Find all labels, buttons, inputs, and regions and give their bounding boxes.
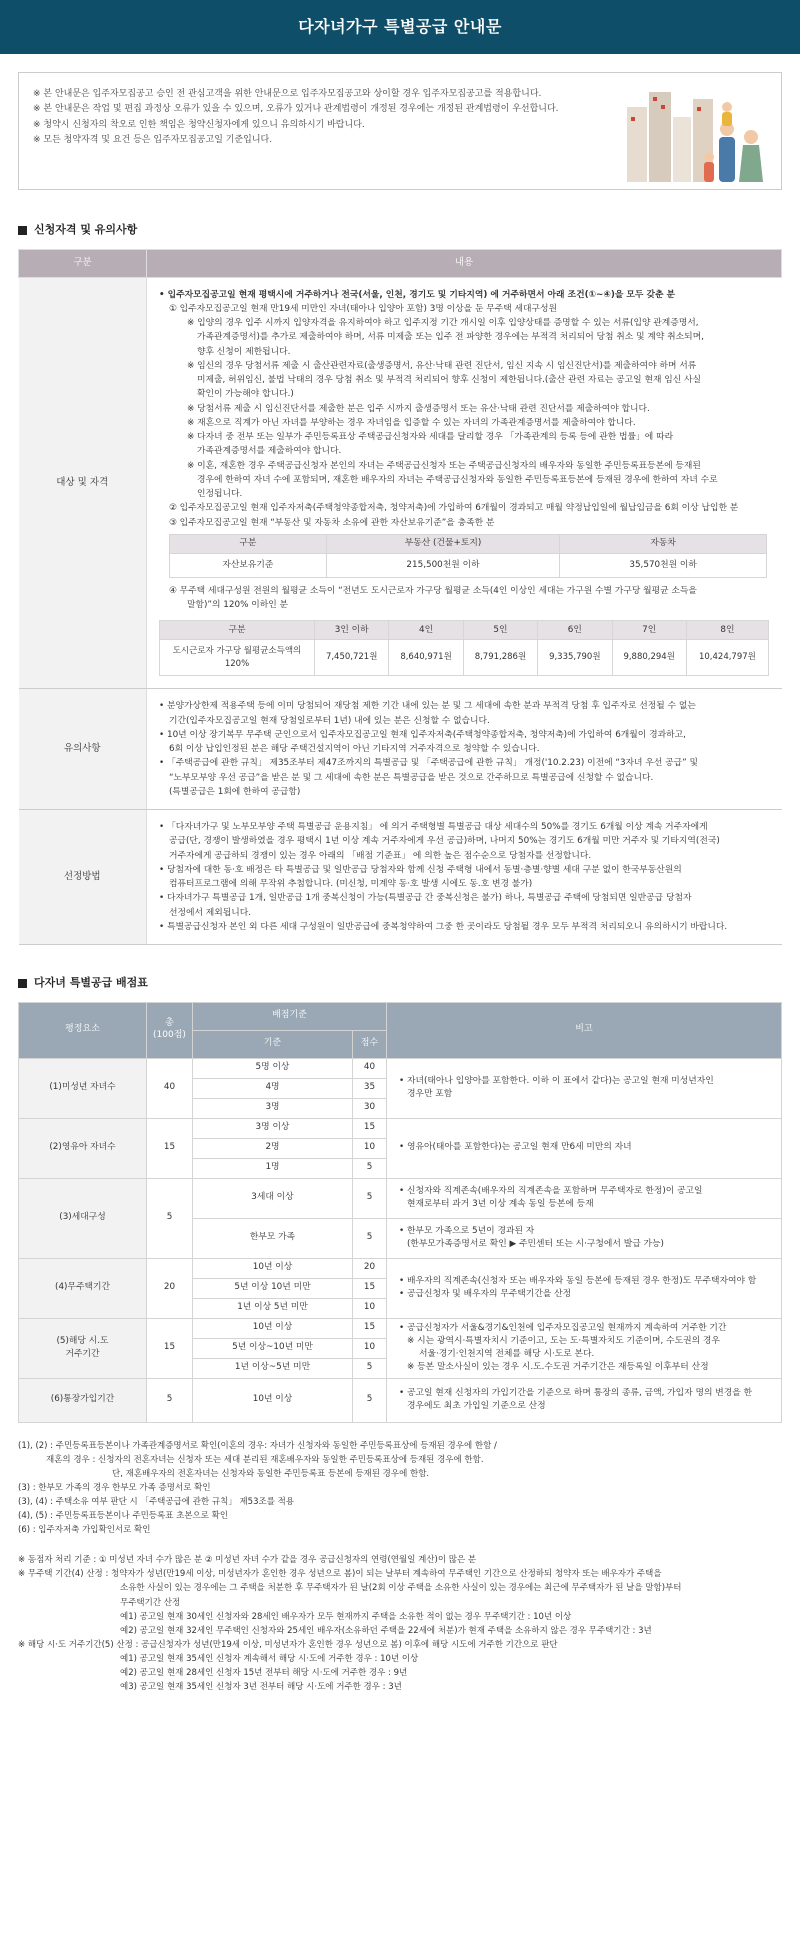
footnotes: (1), (2) : 주민등록표등본이나 가족관계증명서로 확인(이혼의 경우: 자녀가 신청자와 동일한 주민등록표상에 등재된 경우에 한함 / 재혼의 경우 : 신청자의 전혼자녀는 신청자 또는 세대 분리된 재혼배우자와 동일한 주민등록표상에 등재된 경우에 한함. 단, 재혼배우자의 전혼자녀는 신청자와 동일한 주민등록표 등본에 등재된 경우에 한함. (3) : 한부모 가족의 경우 한부모 가족 증명서로 확인 (3), (4) : 주택소유 여부 판단 시 「주택공급에 관한 규칙」 제53조를 적용 (4), (5) : 주민등록표등본이나 주민등록표 초본으로 확인 (6) : 입주자저축 가입확인서로 확인 ※ 동점자 처리 기준 : ① 미성년 자녀 수가 많은 분 ② 미성년 자녀 수가 같을 경우 공급신청자의 연령(연월일 계산)이 많은 분 ※ 무주택 기간(4) 산정 : 청약자가 성년(만19세 이상, 미성년자가 혼인한 경우 성년으로 봄)이 되는 날부터 계속하여 무주택인 기간으로 산정하되 청약자 또는 배우자가 주택을 소유한 사실이 있는 경우에는 그 주택을 처분한 후 무주택자가 된 날(2회 이상 주택을 소유한 사실이 있는 경우에는 최근에 무주택자가 된 날을 말함)부터 무주택기간 산정 예1) 공고일 현재 30세인 신청자와 28세인 배우자가 모두 현재까지 주택을 소유한 적이 없는 경우 무주택기간 : 10년 이상 예2) 공고일 현재 32세인 무주택인 신청자와 25세인 배우자(소유하던 주택을 22세에 처분)가 현재 주택을 소유하지 않은 경우 무주택기간 : 3년 ※ 해당 시·도 거주기간(5) 산정 : 공급신청자가 성년(만19세 이상, 미성년자가 혼인한 경우 성년으로 봄) 이후에 해당 시도에 거주한 기간으로 판단 예1) 공고일 현재 35세인 신청자 계속해서 해당 시·도에 거주한 경우 : 10년 이상 예2) 공고일 현재 28세인 신청자 15년 전부터 해당 시·도에 거주한 경우 : 9년 예3) 공고일 현재 35세인 신청자 3년 전부터 해당 시·도에 거주한 경우 : 3년 (18, 1440, 682, 1693)
factor-homeless-period: (4)무주택기간 (19, 1258, 147, 1318)
selection-content: • 「다자녀가구 및 노부모부양 주택 특별공급 운용지침」 에 의거 주택형별 특별공급 대상 세대수의 50%를 경기도 6개월 이상 계속 거주자에게 공급(단, 경쟁이 발생하였을 경우 평택시 1년 이상 계속 거주자에게 우선 공급)하며, 나머지 50%는 경기도 6개월 미만 거주자 및 기타지역(전국) 거주자에게 공급하되 경쟁이 있는 경우 아래의 「배점 기준표」 에 의한 높은 점수순으로 당첨자를 선정합니다. • 당첨자에 대한 동·호 배정은 타 특별공급 및 일반공급 당첨자와 함께 신청 주택형 내에서 동별·층별·향별 세대 구분 없이 한국부동산원의 컴퓨터프로그램에 의해 무작위 추첨합니다. (미신청, 미계약 동·호 발생 시에도 동.호 변경 불가) • 다자녀가구 특별공급 1개, 일반공급 1개 중복신청이 가능(특별공급 간 중복신청은 불가) 하나, 특별공급 주택에 당첨되면 일반공급 당첨자 선정에서 제외됩니다. • 특별공급신청자 본인 외 다른 세대 구성원이 일반공급에 중복청약하여 그중 한 곳이라도 당첨될 경우 모두 부적격 처리되오니 유의하시기 바랍니다. (147, 810, 782, 945)
section-title-scoring: 다자녀 특별공급 배점표 (18, 975, 782, 992)
col-header-criteria: 배점기준 (193, 1002, 387, 1030)
col-header-category: 구분 (19, 249, 147, 277)
notice-line: ※ 본 안내문은 입주자모집공고 승인 전 관심고객을 위한 안내문으로 입주자모집공고와 상이할 경우 입주자모집공고를 적용합니다. (33, 89, 542, 99)
factor-minor-children: (1)미성년 자녀수 (19, 1058, 147, 1118)
notice-box (18, 72, 782, 190)
factor-household: (3)세대구성 (19, 1178, 147, 1258)
notice-line: ※ 본 안내문은 작업 및 편집 과정상 오류가 있을 수 있으며, 오류가 있거나 관계법령이 개정된 경우에는 개정된 관계법령이 우선합니다. (33, 104, 559, 115)
caution-content: • 분양가상한제 적용주택 등에 이미 당첨되어 재당첨 제한 기간 내에 있는 분 및 그 세대에 속한 분과 부적격 당첨 후 입주자로 선정될 수 없는 기간(입주자모집공고일 현재 당첨일로부터 1년) 내에 있는 분은 신청할 수 없습니다. • 10년 이상 장기복무 무주택 군인으로서 입주자모집공고일 현재 입주자저축(주택청약종합저축, 청약저축)에 가입하여 6개월이 경과하고, 6회 이상 납입인정된 분은 해당 주택건설지역이 아닌 기타지역 거주자격으로 청약할 수 있습니다. • 「주택공급에 관한 규칙」 제35조부터 제47조까지의 특별공급 및 「주택공급에 관한 규칙」 개정('10.2.23) 이전에 “3자녀 우선 공급” 및 “노부모부양 우선 공급”을 받은 분 및 그 세대에 속한 분은 특별공급을 받은 것으로 간주하므로 특별공급에 신청할 수 없습니다. (특별공급은 1회에 한하여 공급함) (147, 689, 782, 810)
factor-infant-children: (2)영유아 자녀수 (19, 1118, 147, 1178)
section-title-qualification: 신청자격 및 유의사항 (18, 222, 782, 239)
page-title: 다자녀가구 특별공급 안내문 (298, 17, 502, 36)
page-header (0, 0, 800, 54)
notice-line: ※ 청약시 신청자의 착오로 인한 책임은 청약신청자에게 있으니 유의하시기 바랍니다. (33, 119, 365, 130)
row-category-caution: 유의사항 (19, 689, 147, 810)
bullet-square-icon (18, 979, 27, 988)
row-category-selection: 선정방법 (19, 810, 147, 945)
family-illustration-icon (617, 77, 767, 187)
col-header-standard: 기준 (193, 1030, 353, 1058)
qualification-table (18, 249, 782, 946)
bullet-square-icon (18, 226, 27, 235)
notice-line: ※ 모든 청약자격 및 요건 등은 입주자모집공고일 기준입니다. (33, 135, 273, 146)
asset-criteria-table: 구분 부동산 (건물+토지) 자동차 자산보유기준 215,500천원 이하 35,570천원 이하 (169, 534, 767, 578)
factor-account-period: (6)통장가입기간 (19, 1378, 147, 1422)
col-header-score: 점수 (353, 1030, 387, 1058)
col-header-factor: 평정요소 (19, 1002, 147, 1058)
col-header-content: 내용 (147, 249, 782, 277)
factor-residence-period: (5)해당 시.도 거주기간 (19, 1318, 147, 1378)
col-header-remark: 비고 (387, 1002, 782, 1058)
scoring-table: 평정요소 총 (100점) 배점기준 비고 기준 점수 (1)미성년 자녀수 40 5명 이상 40 • 자녀(태아나 입양아를 포함한다. 이하 이 표에서 같다)는 공고일 현재 미성년자인 경우만 포함 4명 35 3명 30 (2)영유아 자녀수 15 3명 이상 15 • 영유아(태아를 포함한다)는 공고일 현재 만6세 미만의 자녀 2명 10 1명 5 (3)세대구성 5 3세대 이상 5 • 신청자와 직계존속(배우자의 직계존속을 포함하며 무주택자로 한정)이 공고일 현재로부터 과거 3년 이상 계속 동일 등본에 등재 한부모 가족 5 • 한부모 가족으로 5년이 경과된 자 (한부모가족증명서로 확인 ▶ 주민센터 또는 시·구청에서 발급 가능) (4)무주택기간 20 10년 이상 20 • 배우자의 직계존속(신청자 또는 배우자와 동일 등본에 등재된 경우 한정)도 무주택자여야 함 • 공급신청자 및 배우자의 무주택기간을 산정 5년 이상 10년 미만 15 1년 이상 5년 미만 10 (5)해당 시.도 거주기간 15 10년 이상 15 • 공급신청자가 서울&경기&인천에 입주자모집공고일 현재까지 계속하여 거주한 기간 ※ 시는 광역시·특별자치시 기준이고, 도는 도·특별자치도 기준이며, 수도권의 경우 서울·경기·인천지역 전체를 해당 시·도로 본다. ※ 등본 말소사실이 있는 경우 시.도.수도권 거주기간은 재등록일 이후부터 산정 5년 이상~10년 미만 10 1년 이상~5년 미만 5 (6)통장가입기간 5 10년 이상 5 • 공고일 현재 신청자의 가입기간을 기준으로 하며 통장의 종류, 금액, 가입자 명의 변경을 한 경우에도 최초 가입일 기준으로 산정 (18, 1002, 782, 1423)
income-criteria-table: 구분 3인 이하 4인 5인 6인 7인 8인 도시근로자 가구당 월평균소득액의 120% 7,450,721원 8,640,971원 8,791,286원 9,335,790원 9,880,294원 10,424,797원 (159, 620, 769, 676)
row-category-qualification: 대상 및 자격 (19, 277, 147, 689)
qualification-content: • 입주자모집공고일 현재 평택시에 거주하거나 전국(서울, 인천, 경기도 및 기타지역) 에 거주하면서 아래 조건(①~④)을 모두 갖춘 분 ① 입주자모집공고일 현재 만19세 미만인 자녀(태아나 입양아 포함) 3명 이상을 둔 무주택 세대구성원 ※ 입양의 경우 입주 시까지 입양자격을 유지하여야 하고 입주지정 기간 개시일 이후 입양상태를 증명할 수 있는 서류(입양 관계증명서, 가족관계증명서)를 추가로 제출하여야 하며, 서류 미제출 또는 입주 전 파양한 경우에는 부적격 처리되어 당첨 취소 및 계약 취소되며, 향후 신청이 제한됩니다. ※ 임신의 경우 당첨서류 제출 시 출산관련자료(출생증명서, 유산·낙태 관련 진단서, 임신 지속 시 임신진단서)를 제출하여야 하며 서류 미제출, 허위임신, 불법 낙태의 경우 당첨 취소 및 부적격 처리되어 향후 신청이 제한됩니다.(출산 관련 자료는 공고일 현재 임신 사실 확인이 가능해야 합니다.) ※ 당첨서류 제출 시 임신진단서를 제출한 분은 입주 시까지 출생증명서 또는 유산·낙태 관련 진단서를 제출하여야 합니다. ※ 재혼으로 직계가 아닌 자녀를 부양하는 경우 자녀임을 입증할 수 있는 자녀의 가족관계증명서를 제출하여야 합니다. ※ 다자녀 중 전부 또는 일부가 주민등록표상 주택공급신청자와 세대를 달리할 경우 「가족관계의 등록 등에 관한 법률」에 따라 가족관계증명서를 제출하여야 합니다. ※ 이혼, 재혼한 경우 주택공급신청자 본인의 자녀는 주택공급신청자 또는 주택공급신청자의 배우자와 동일한 주민등록표등본에 등재된 경우에 한하여 자녀 수에 포함되며, 재혼한 배우자의 자녀는 주택공급신청자와 동일한 주민등록표등본에 등재된 경우에 한하여 자녀 수로 인정됩니다. ② 입주자모집공고일 현재 입주자저축(주택청약종합저축, 청약저축)에 가입하여 6개월이 경과되고 매월 약정납입일에 월납입금을 6회 이상 납입한 분 ③ 입주자모집공고일 현재 “부동산 및 자동차 소유에 관한 자산보유기준”을 충족한 분 구분 부동산 (건물+토지) 자동차 자산보유기준 215,500천원 이하 35,570천원 이하 ④ 무주택 세대구성원 전원의 월평균 소득이 “전년도 도시근로자 가구당 월평균 소득(4인 이상인 세대는 가구원 수별 가구당 월평균 소득을 말함)”의 120% 이하인 분 구분 3인 이하 4인 5인 6인 7인 8인 도시근로자 가구당 월평균소득액의 120% 7,450,721원 8,640,971원 8,791,286원 9,335,790원 9,880,294원 10,424,797원 (147, 277, 782, 689)
col-header-total: 총 (100점) (147, 1002, 193, 1058)
